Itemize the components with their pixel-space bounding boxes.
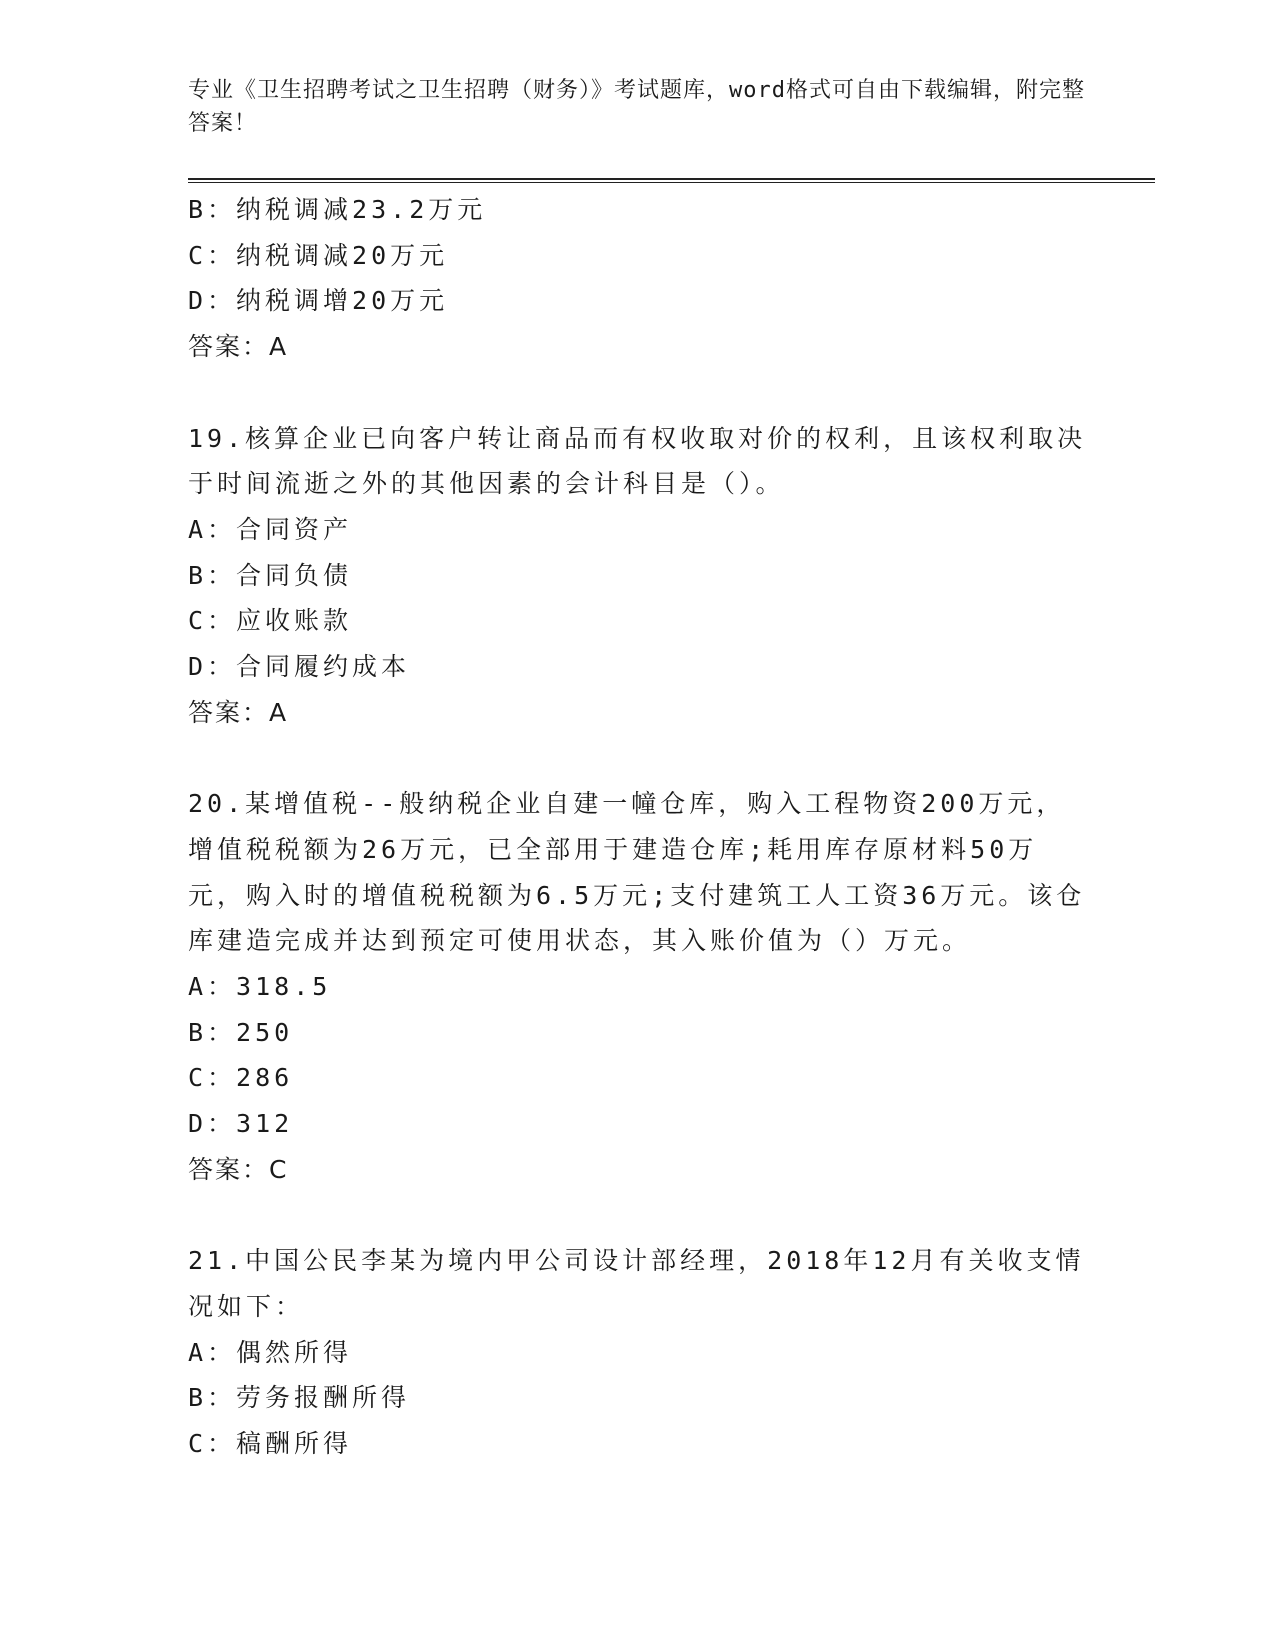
answer-line: 答案：A [188, 697, 289, 727]
question-18-tail [188, 187, 1088, 370]
option-b: B：劳务报酬所得 [188, 1383, 411, 1413]
option-c: C：286 [188, 1063, 294, 1093]
option-b: B：纳税调减23.2万元 [188, 195, 487, 224]
answer-line: 答案：A [188, 332, 289, 362]
question-stem: 20.某增值税--般纳税企业自建一幢仓库，购入工程物资200万元，增值税税额为26万元，已全部用于建造仓库;耗用库存原材料50万元，购入时的增值税税额为6.5万元;支付建筑工人工资36万元。该仓库建造完成并达到预定可使用状态，其入账价值为（）万元。 [188, 789, 1086, 956]
spacer [188, 1192, 1088, 1238]
option-c: C：稿酬所得 [188, 1428, 353, 1458]
question-list [188, 187, 1088, 1467]
option-a: A：偶然所得 [188, 1337, 353, 1367]
option-d: D：312 [188, 1109, 294, 1139]
option-a: A：合同资产 [188, 514, 353, 544]
option-b: B：合同负债 [188, 560, 353, 590]
spacer [188, 370, 1088, 416]
question-19 [188, 416, 1088, 736]
answer-line: 答案：C [188, 1154, 289, 1184]
option-d: D：合同履约成本 [188, 652, 411, 682]
question-stem: 19.核算企业已向客户转让商品而有权收取对价的权利，且该权利取决于时间流逝之外的其他因素的会计科目是（）。 [188, 423, 1087, 499]
question-stem: 21.中国公民李某为境内甲公司设计部经理，2018年12月有关收支情况如下： [188, 1246, 1085, 1321]
option-b: B：250 [188, 1017, 294, 1047]
header-divider [188, 178, 1155, 183]
option-a: A：318.5 [188, 971, 332, 1001]
option-d: D：纳税调增20万元 [188, 286, 449, 316]
question-20 [188, 781, 1088, 1192]
question-21 [188, 1238, 1088, 1467]
document-header [188, 74, 1088, 140]
header-title: 专业《卫生招聘考试之卫生招聘（财务）》考试题库，word格式可自由下载编辑，附完整答案！ [188, 78, 1085, 136]
option-c: C：纳税调减20万元 [188, 240, 449, 270]
spacer [188, 735, 1088, 781]
option-c: C：应收账款 [188, 606, 353, 636]
